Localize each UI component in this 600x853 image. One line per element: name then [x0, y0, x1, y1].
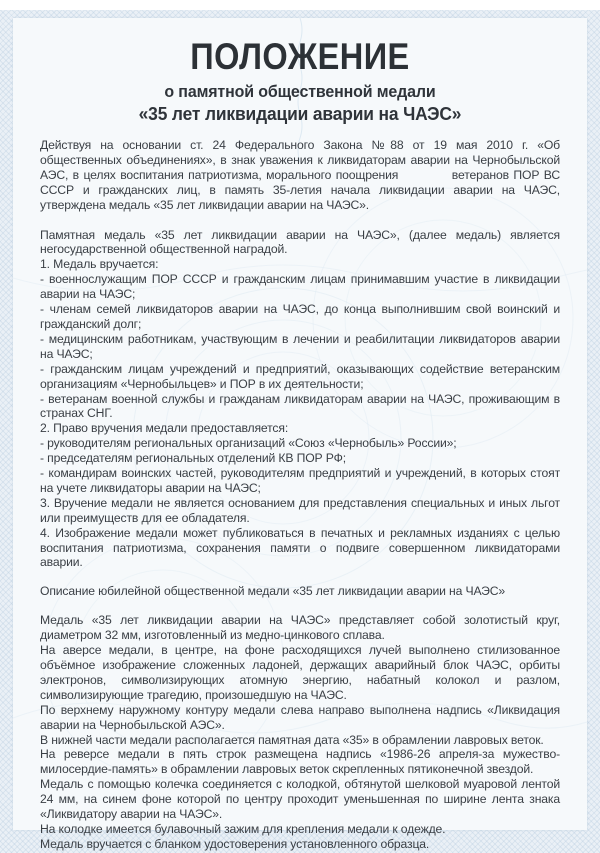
intro-paragraph: Действуя на основании ст. 24 Федерального Закона №88 от 19 мая 2010 г. «Об общественных объединениях», в знак уважения к ликвидаторам аварии на Чернобыльской АЭС, в целях воспитания патриотизма, морального поощрения ветеранов ПОР ВС СССР и гражданских лиц, в память 35-летия начала ликвидации аварии на ЧАЭС, утверждена медаль «35 лет ликвидации аварии на ЧАЭС».: [40, 138, 560, 212]
description-paragraph: По верхнему наружному контуру медали слева направо выполнена надпись «Ликвидация аварии на Чернобыльской АЭС».: [40, 702, 560, 732]
description-paragraph: На колодке имеется булавочный зажим для крепления медали к одежде.: [40, 821, 446, 836]
description-paragraph: В нижней части медали располагается памятная дата «35» в обрамлении лавровых веток.: [40, 732, 544, 747]
rules-bullet: - командирам воинских частей, руководителям предприятий и учреждений, в которых стоят на учете ликвидаторы аварии на ЧАЭС;: [40, 466, 560, 495]
document-content: [13, 38, 587, 852]
description-section: [40, 613, 560, 852]
document-title: ПОЛОЖЕНИЕ: [190, 36, 410, 77]
rules-bullet: - медицинским работникам, участвующим в лечении и реабилитации ликвидаторов аварии на ЧАЭС;: [40, 331, 560, 361]
rules-bullet: - членам семей ликвидаторов аварии на ЧАЭС, до конца выполнившим свой воинский и гражданский долг;: [40, 302, 560, 331]
document-subtitle-line2: «35 лет ликвидации аварии на ЧАЭС»: [138, 103, 462, 124]
rules-item-2: 2. Право вручения медали предоставляется:: [40, 421, 289, 436]
rules-item-3: 3. Вручение медали не является основанием для представления специальных и иных льгот или преимуществ для ее обладателя.: [40, 495, 560, 525]
description-paragraph: На реверсе медали в пять строк размещена надпись «1986-26 апреля-за мужество-милосердие-память» в обрамлении лавровых веток скрепленных пятиконечной звездой.: [40, 747, 560, 777]
rules-bullet: - ветеранам военной службы и гражданам ликвидаторам аварии на ЧАЭС, проживающим в странах СНГ.: [40, 391, 560, 421]
rules-bullet: - руководителям региональных организаций «Союз «Чернобыль» России»;: [40, 436, 457, 451]
rules-section: [40, 228, 560, 571]
rules-item-1: 1. Медаль вручается:: [40, 257, 159, 272]
document-sheet: [13, 18, 587, 851]
rules-bullet: - гражданским лицам учреждений и предприятий, оказывающих содействие ветеранским организациям «Чернобыльцев» и ПОР в их деятельности;: [40, 361, 560, 391]
rules-bullet: - военнослужащим ПОР СССР и гражданским лицам принимавшим участие в ликвидации аварии на ЧАЭС;: [40, 272, 560, 302]
rules-paragraph: Памятная медаль «35 лет ликвидации аварии на ЧАЭС», (далее медаль) является негосударственной общественной наградой.: [40, 227, 560, 257]
rules-item-4: 4. Изображение медали может публиковаться в печатных и рекламных изданиях с целью воспитания патриотизма, сохранения памяти о подвиге совершенном ликвидаторами аварии.: [40, 525, 560, 570]
description-paragraph: Медаль вручается с бланком удостоверения установленного образца.: [40, 836, 430, 851]
document-subtitle-line1: о памятной общественной медали: [164, 82, 436, 101]
description-heading: Описание юбилейной общественной медали «35 лет ликвидации аварии на ЧАЭС»: [40, 584, 506, 599]
rules-bullet: - председателям региональных отделений КВ ПОР РФ;: [40, 451, 346, 466]
description-paragraph: Медаль «35 лет ликвидации аварии на ЧАЭС» представляет собой золотистый круг, диаметром 32 мм, изготовленный из медно-цинкового сплава.: [40, 613, 560, 643]
description-paragraph: На аверсе медали, в центре, на фоне расходящихся лучей выполнено стилизованное объёмное изображение сложенных ладоней, держащих аварийный блок ЧАЭС, орбиты электронов, символизирующих атомную энергию, набатный колокол и разлом, символизирующие трагедию, произошедшую на ЧАЭС.: [40, 643, 560, 702]
description-paragraph: Медаль с помощью колечка соединяется с колодкой, обтянутой шелковой муаровой лентой 24 мм, на синем фоне которой по центру проходит уменьшенная по ширине лента знака «Ликвидатору аварии на ЧАЭС».: [40, 777, 560, 822]
